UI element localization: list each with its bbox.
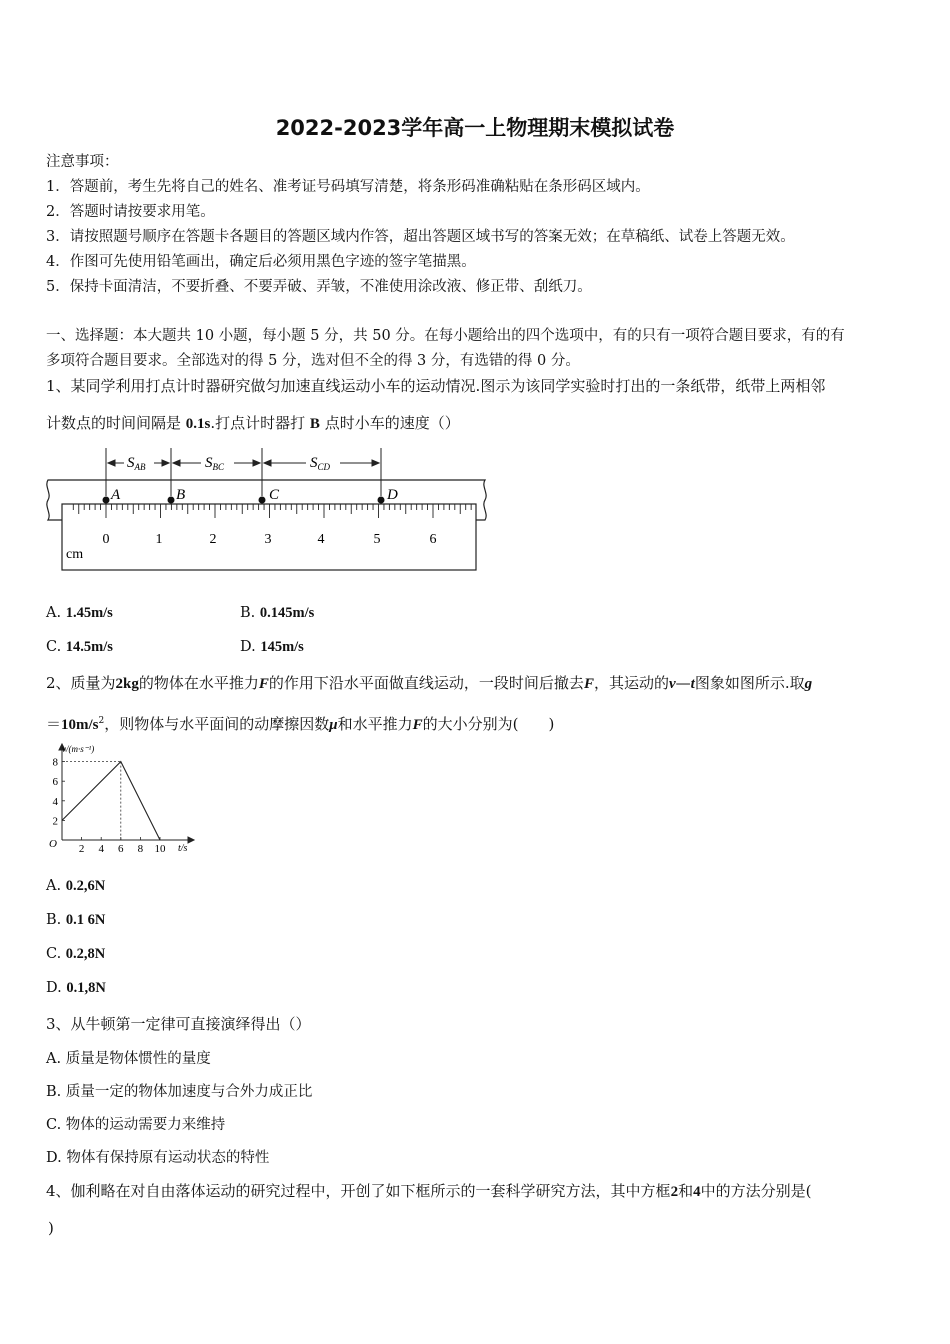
notice-heading: 注意事项： — [46, 154, 119, 170]
notice-item: 5．保持卡面清洁，不要折叠、不要弄破、弄皱，不准使用涂改液、修正带、刮纸刀。 — [46, 279, 592, 295]
vt-xtick-label: 4 — [98, 843, 104, 855]
q2-option-b[interactable] — [46, 912, 105, 929]
q4-stem-line1 — [46, 1181, 916, 1202]
q2-text: 和水平推力 — [337, 715, 413, 733]
q1-text: 计数点的时间间隔是 — [46, 414, 186, 432]
q1-stem-line2 — [46, 413, 916, 434]
q1-text: 点时小车的速度（） — [319, 414, 460, 432]
notice-item: 4．作图可先使用铅笔画出，确定后必须用黑色字迹的签字笔描黑。 — [46, 254, 476, 270]
q2-text: 2、质量为 — [46, 674, 116, 692]
option-value: 0.1,8N — [66, 980, 106, 996]
vt-xlabel: t/s — [178, 843, 188, 854]
q2-stem-line2 — [46, 711, 916, 735]
ruler-unit: cm — [66, 547, 84, 562]
q2-stem-line1 — [46, 673, 916, 694]
notice-item: 1．答题前，考生先将自己的姓名、准考证号码填写清楚，将条形码准确粘贴在条形码区域内。 — [46, 179, 650, 195]
q2-option-d[interactable] — [46, 980, 106, 997]
option-letter: D. — [46, 980, 67, 996]
q4-text: 中的方法分别是( — [700, 1182, 812, 1200]
ruler-tick-label: 0 — [102, 532, 110, 547]
ruler-tick-label: 1 — [155, 532, 163, 547]
vt-xtick-label: 10 — [154, 843, 166, 855]
q4-text: 和 — [678, 1182, 694, 1200]
vt-ytick-label: 6 — [52, 776, 58, 789]
q2-force: F — [583, 676, 594, 692]
q1-tape-ruler-figure — [40, 444, 500, 580]
q2-text: ，则物体与水平面间的动摩擦因数 — [104, 715, 330, 733]
option-value: 1.45m/s — [65, 605, 113, 621]
q2-text: — — [675, 674, 691, 692]
option-letter: A. — [46, 878, 66, 894]
point-label-c: C — [269, 487, 280, 503]
q3-option-d[interactable]: D. 物体有保持原有运动状态的特性 — [46, 1150, 270, 1166]
vt-origin: O — [49, 838, 57, 850]
option-letter: B. — [240, 605, 260, 621]
q2-gravity: 10m/s — [61, 717, 99, 733]
q2-v: v — [668, 676, 676, 692]
q2-option-a[interactable] — [46, 878, 105, 895]
q2-vt-graph — [44, 740, 204, 858]
vt-series-line — [62, 762, 160, 840]
q4-box-number: 2 — [670, 1184, 679, 1200]
q4-box-number: 4 — [693, 1184, 701, 1200]
ruler-tick-label: 3 — [264, 532, 272, 547]
q2-option-c[interactable] — [46, 946, 105, 963]
ruler-tick-label: 5 — [373, 532, 381, 547]
q1-text: .打点计时器打 — [210, 414, 310, 432]
tape-point-d — [378, 497, 385, 504]
vt-ytick-label: 4 — [52, 795, 58, 808]
option-letter: B. — [46, 912, 66, 928]
ruler-tick-label: 6 — [429, 532, 437, 547]
q2-text: ，其运动的 — [593, 674, 669, 692]
option-value: 14.5m/s — [65, 639, 113, 655]
option-letter: D. — [240, 639, 261, 655]
option-value: 0.2,6N — [65, 878, 106, 894]
q4-stem-line2: ) — [48, 1219, 54, 1237]
q2-text: ＝ — [46, 715, 62, 733]
tape-point-a — [103, 497, 110, 504]
point-label-d: D — [387, 487, 398, 503]
q1-interval: 0.1s — [185, 416, 211, 432]
q3-option-c[interactable]: C. 物体的运动需要力来维持 — [46, 1117, 226, 1133]
ruler-tick-label: 2 — [209, 532, 217, 547]
section-intro-line1: 一、选择题：本大题共 10 小题，每小题 5 分，共 50 分。在每小题给出的四个选项中，有的只有一项符合题目要求，有的有 — [46, 328, 845, 344]
option-letter: C. — [46, 639, 66, 655]
q4-text: 4、伽利略在对自由落体运动的研究过程中，开创了如下框所示的一套科学研究方法，其中方框 — [46, 1182, 671, 1200]
option-value: 0.1 6N — [65, 912, 106, 928]
segment-label-scd: $S_{CD}$ — [310, 455, 331, 472]
vt-xtick-label: 2 — [78, 843, 85, 855]
option-letter: A. — [46, 605, 66, 621]
q1-point-b: B — [309, 416, 320, 432]
q1-option-c[interactable] — [46, 639, 113, 656]
option-value: 145m/s — [260, 639, 304, 655]
vt-ylabel: v/(m·s⁻¹) — [62, 744, 95, 754]
ruler-tick-label: 4 — [317, 532, 325, 547]
segment-label-sab: $S_{AB}$ — [127, 455, 146, 472]
q2-text: 的大小分别为( ) — [422, 715, 555, 733]
section-intro-line2: 多项符合题目要求。全部选对的得 5 分，选对但不全的得 3 分，有选错的得 0 分。 — [46, 353, 580, 369]
q2-g: g — [804, 676, 813, 692]
point-label-a: A — [111, 487, 121, 503]
segment-label-sbc: $S_{BC}$ — [205, 455, 225, 472]
vt-ytick-label: 2 — [52, 815, 58, 828]
q3-option-b[interactable]: B. 质量一定的物体加速度与合外力成正比 — [46, 1084, 313, 1100]
q2-mu: μ — [329, 717, 338, 733]
q1-option-b[interactable] — [240, 605, 314, 622]
q1-option-a[interactable] — [46, 605, 113, 622]
page-title: 2022-2023学年高一上物理期末模拟试卷 — [275, 116, 675, 140]
point-label-b: B — [176, 487, 186, 503]
q2-mass: 2kg — [115, 676, 139, 692]
q2-force: F — [258, 676, 269, 692]
tape-point-b — [168, 497, 175, 504]
vt-ytick-label: 8 — [52, 756, 58, 769]
q2-force: F — [412, 717, 423, 733]
option-value: 0.2,8N — [65, 946, 106, 962]
q1-stem-line1: 1、某同学利用打点计时器研究做匀加速直线运动小车的运动情况.图示为该同学实验时打出的一条纸带，纸带上两相邻 — [46, 377, 826, 395]
vt-xtick-label: 8 — [137, 843, 144, 855]
q3-option-a[interactable]: A. 质量是物体惯性的量度 — [46, 1051, 211, 1067]
option-letter: C. — [46, 946, 66, 962]
q2-text: 图象如图所示.取 — [694, 674, 805, 692]
q2-t: t — [690, 676, 695, 692]
q1-option-d[interactable] — [240, 639, 304, 656]
q2-text: 的物体在水平推力 — [138, 674, 259, 692]
tape-point-c — [259, 497, 266, 504]
notice-item: 2．答题时请按要求用笔。 — [46, 204, 215, 220]
vt-xtick-label: 6 — [118, 843, 124, 855]
notice-item: 3．请按照题号顺序在答题卡各题目的答题区域内作答，超出答题区域书写的答案无效；在草稿纸、试卷上答题无效。 — [46, 229, 795, 245]
q3-stem: 3、从牛顿第一定律可直接演绎得出（） — [46, 1015, 311, 1033]
option-value: 0.145m/s — [259, 605, 315, 621]
q2-exponent: 2 — [98, 716, 105, 726]
q2-text: 的作用下沿水平面做直线运动，一段时间后撤去 — [268, 674, 584, 692]
